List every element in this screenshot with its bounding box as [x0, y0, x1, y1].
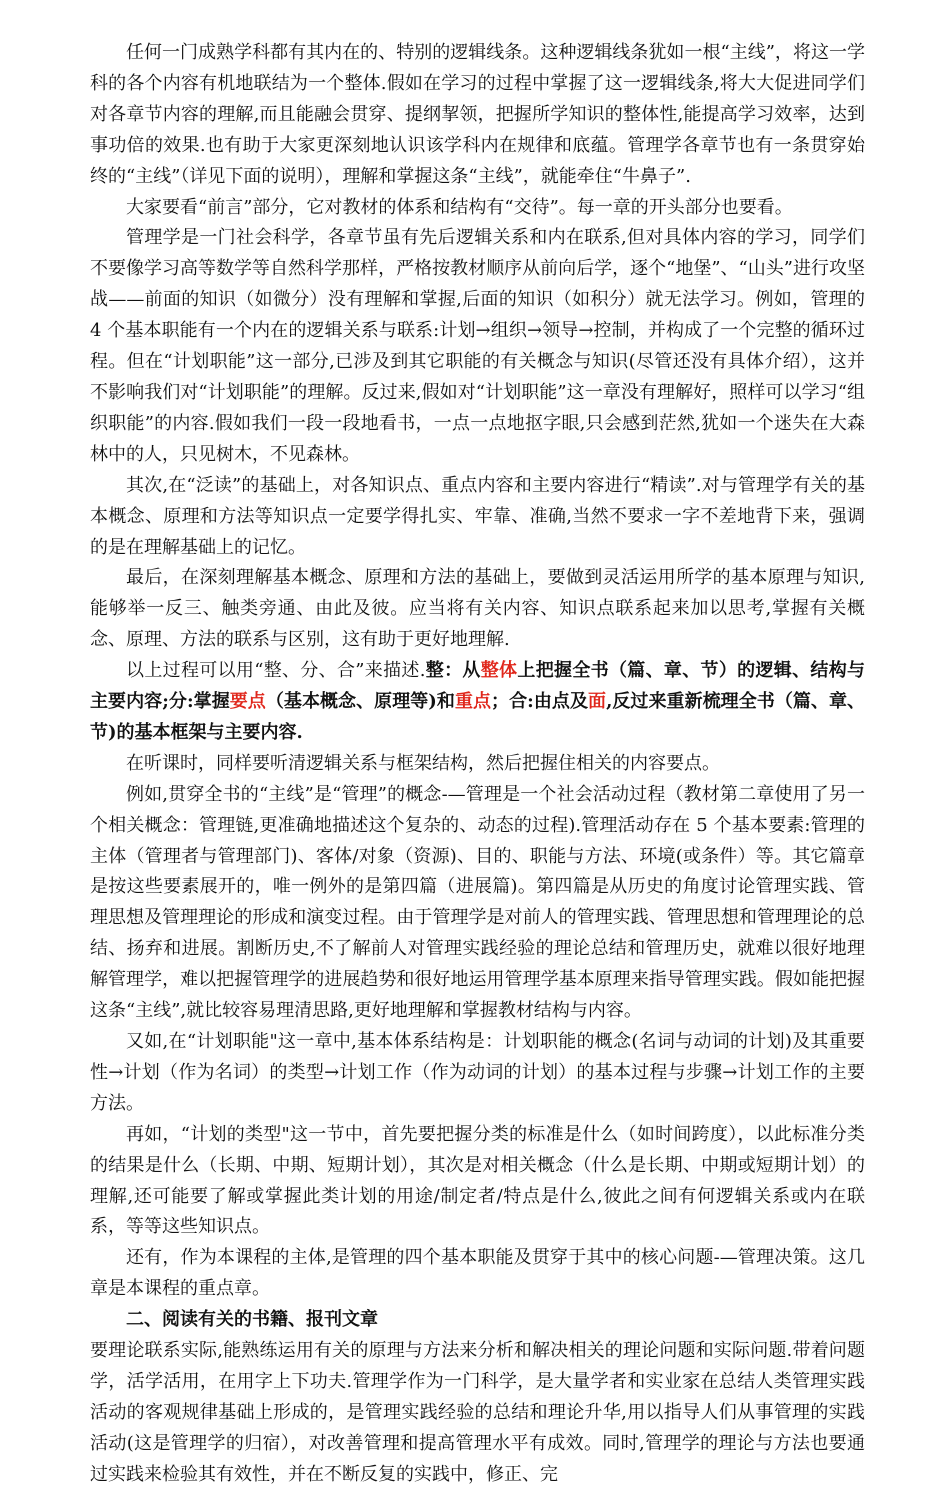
summary-concepts-text: （基本概念、原理等)和 — [265, 691, 455, 713]
paragraph-example-plan-types: 再如，“计划的类型"这一节中，首先要把握分类的标准是什么（如时间跨度），以此标准分类的结果是什么（长期、中期、短期计划），其次是对相关概念（什么是长期、中期或短期计划）的理解,还可能要了解或掌握此类计划的用途/制定者/特点是什么,彼此之间有何逻辑关系或内在联系，等等这些知识点。 — [90, 1123, 865, 1238]
highlight-whole: 整体 — [480, 660, 518, 682]
summary-part-text: 上把握全书（篇、章、节）的逻辑、结构与主要内容;分:掌握 — [90, 660, 866, 713]
summary-combine-text: ；合:由点及 — [491, 691, 588, 713]
highlight-key-points: 要点 — [229, 691, 266, 713]
section-heading: 二、阅读有关的书籍、报刊文章 — [126, 1309, 378, 1331]
highlight-surface: 面 — [588, 691, 607, 713]
paragraph-core-functions: 还有，作为本课程的主体,是管理的四个基本职能及贯穿于其中的核心问题-—管理决策。这几章是本课程的重点章。 — [90, 1247, 865, 1300]
paragraph-theory-practice: 要理论联系实际,能熟练运用有关的原理与方法来分析和解决相关的理论问题和实际问题.带着问题学，活学活用，在用字上下功夫.管理学作为一门科学，是大量学者和实业家在总结人类管理实践活动的客观规律基础上形成的，是管理实践经验的总结和理论升华,用以指导人们从事管理的实践活动(这是管理学的归宿），对改善管理和提高管理水平有成效。同时,管理学的理论与方法也要通过实践来检验其有效性，并在不断反复的实践中，修正、完 — [90, 1340, 865, 1485]
highlight-focus: 重点 — [454, 691, 492, 713]
paragraph-example-main-line: 例如,贯穿全书的“主线”是“管理”的概念-—管理是一个社会活动过程（教材第二章使用了另一个相关概念：管理链,更准确地描述这个复杂的、动态的过程).管理活动存在 5 个基本要素:管理的主体（管理者与管理部门)、客体/对象（资源)、目的、职能与方法、环境(或条件）等。其它篇章是按这些要素展开的，唯一例外的是第四篇（进展篇)。第四篇是从历史的角度讨论管理实践、管理思想及管理理论的形成和演变过程。由于管理学是对前人的管理实践、管理思想和管理理论的总结、扬弃和进展。割断历史,不了解前人对管理实践经验的理论总结和管理历史，就难以很好地理解管理学，难以把握管理学的进展趋势和很好地运用管理学基本原理来指导管理实践。假如能把握这条“主线”,就比较容易理清思路,更好地理解和掌握教材结构与内容。 — [90, 783, 865, 1022]
paragraph-lecture: 在听课时，同样要听清逻辑关系与框架结构，然后把握住相关的内容要点。 — [126, 752, 720, 774]
summary-intro: 以上过程可以用“整、分、合”来描述. — [126, 660, 426, 682]
paragraph-main-line: 任何一门成熟学科都有其内在的、特别的逻辑线条。这种逻辑线条犹如一根“主线”，将这一学科的各个内容有机地联结为一个整体.假如在学习的过程中掌握了这一逻辑线条,将大大促进同学们对各章节内容的理解,而且能融会贯穿、提纲挈领，把握所学知识的整体性,能提高学习效率，达到事功倍的效果.也有助于大家更深刻地认识该学科内在规律和底蕴。管理学各章节也有一条贯穿始终的“主线”（详见下面的说明），理解和掌握这条“主线”，就能牵住“牛鼻子”. — [90, 42, 865, 187]
paragraph-intensive-reading: 其次,在“泛读”的基础上，对各知识点、重点内容和主要内容进行“精读”.对与管理学有关的基本概念、原理和方法等知识点一定要学得扎实、牢靠、准确,当然不要求一字不差地背下来，强调的是在理解基础上的记忆。 — [90, 474, 865, 558]
paragraph-whole-part-combine — [90, 656, 865, 749]
paragraph-preface: 大家要看“前言”部分，它对教材的体系和结构有“交待”。每一章的开头部分也要看。 — [126, 196, 793, 218]
paragraph-example-planning: 又如,在“计划职能"这一章中,基本体系结构是：计划职能的概念(名词与动词的计划)及其重要性→计划（作为名词）的类型→计划工作（作为动词的计划）的基本过程与步骤→计划工作的主要方法。 — [90, 1031, 865, 1114]
paragraph-application: 最后，在深刻理解基本概念、原理和方法的基础上，要做到灵活运用所学的基本原理与知识,能够举一反三、触类旁通、由此及彼。应当将有关内容、知识点联系起来加以思考,掌握有关概念、原理、方法的联系与区别，这有助于更好地理解. — [90, 567, 865, 651]
summary-whole-label: 整：从 — [425, 660, 481, 682]
document-page — [90, 38, 865, 1491]
paragraph-social-science: 管理学是一门社会科学，各章节虽有先后逻辑关系和内在联系,但对具体内容的学习，同学们不要像学习高等数学等自然科学那样，严格按教材顺序从前向后学，逐个“地堡”、“山头”进行攻坚战——前面的知识（如微分）没有理解和掌握,后面的知识（如积分）就无法学习。例如，管理的 4 个基本职能有一个内在的逻辑关系与联系:计划→组织→领导→控制，并构成了一个完整的循环过程。但在“计划职能”这一部分,已涉及到其它职能的有关概念与知识(尽管还没有具体介绍），这并不影响我们对“计划职能”的理解。反过来,假如对“计划职能”这一章没有理解好，照样可以学习“组织职能”的内容.假如我们一段一段地看书，一点一点地抠字眼,只会感到茫然,犹如一个迷失在大森林中的人，只见树木，不见森林。 — [90, 227, 865, 465]
summary-framework-text: ,反过来重新梳理全书（篇、章、节)的基本框架与主要内容. — [90, 691, 866, 743]
